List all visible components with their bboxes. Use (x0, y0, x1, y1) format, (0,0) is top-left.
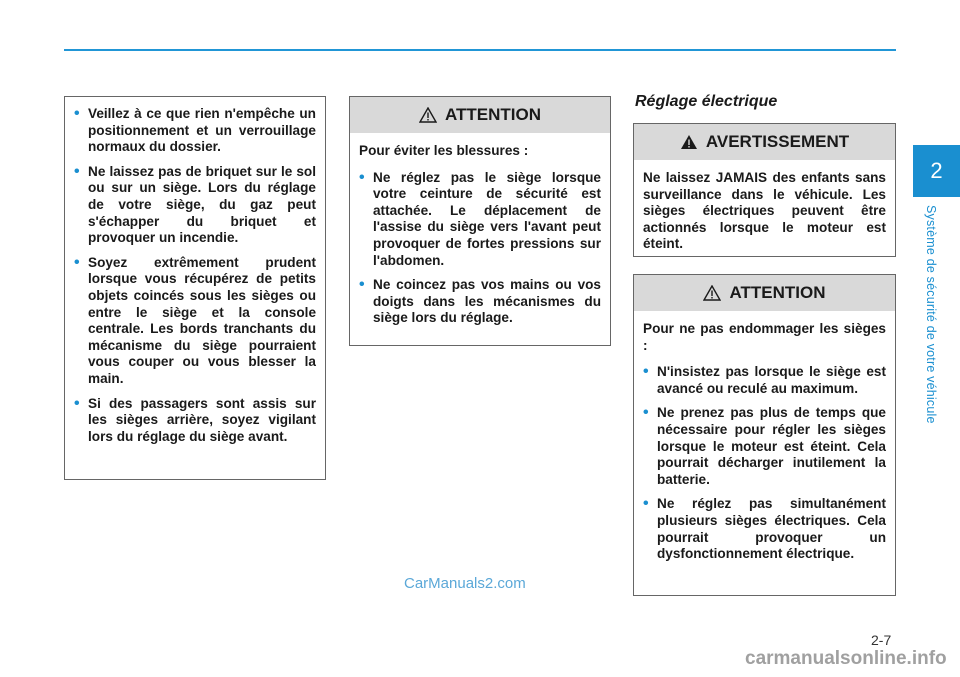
attention-header (350, 97, 610, 133)
attention-heading: ATTENTION (729, 283, 826, 302)
list-item: • Veillez à ce que rien n'empêche un positionnement et un verrouillage normaux du dossier. (74, 106, 316, 156)
footer-watermark: carmanualsonline.info (745, 648, 947, 669)
warning-triangle-icon (680, 134, 698, 150)
section-title: Réglage électrique (635, 93, 778, 110)
caution-list-box (64, 96, 326, 480)
warning-header (634, 124, 895, 160)
page-number: 2-7 (871, 632, 892, 648)
attention-intro: Pour éviter les blessures : (359, 143, 529, 158)
warning-triangle-icon (703, 285, 721, 301)
list-item: • Si des passagers sont assis sur les sièges arrière, soyez vigilant lors du réglage du siège avant. (74, 396, 316, 446)
list-item: • Ne coincez pas vos mains ou vos doigts dans les mécanismes du siège lors du réglage. (359, 277, 601, 327)
attention-list (643, 364, 886, 563)
list-item: • Ne prenez pas plus de temps que nécessaire pour régler les sièges lorsque le moteur est éteint. Cela pourrait décharger inutilement la batterie. (643, 405, 886, 488)
chapter-title: Système de sécurité de votre véhicule (924, 205, 938, 424)
attention-heading: ATTENTION (444, 105, 541, 124)
attention-intro: Pour ne pas endommager les sièges : (643, 321, 886, 353)
list-item: • N'insistez pas lorsque le siège est avancé ou reculé au maximum. (643, 364, 886, 397)
list-item: • Ne réglez pas le siège lorsque votre ceinture de sécurité est attachée. Le déplacement de l'assise du siège vers l'avant peut provoquer de fortes pressions sur l'abdomen. (359, 170, 601, 270)
warning-triangle-icon (419, 107, 437, 123)
warning-heading: AVERTISSEMENT (705, 132, 850, 151)
attention-header (634, 275, 895, 311)
warning-box (633, 123, 896, 257)
caution-list (74, 106, 316, 445)
list-item: • Ne réglez pas simultanément plusieurs sièges électriques. Cela pourrait provoquer un dysfonctionnement électrique. (643, 496, 886, 562)
list-item: • Soyez extrêmement prudent lorsque vous récupérez de petits objets coincés sous les sièges ou entre le siège et la console centrale. Les bords tranchants du mécanisme du siège pourraient vous couper ou vous blesser la main. (74, 255, 316, 388)
attention-box-seats (633, 274, 896, 596)
warning-text: Ne laissez JAMAIS des enfants sans surveillance dans le véhicule. Les sièges électriques peuvent être actionnés lorsque le moteur est éteint. (643, 170, 886, 252)
header-rule (64, 49, 896, 51)
chapter-number: 2 (930, 158, 943, 183)
attention-box-injury (349, 96, 611, 346)
watermark-link[interactable]: CarManuals2.com (404, 575, 526, 592)
attention-list (359, 170, 601, 327)
list-item: • Ne laissez pas de briquet sur le sol ou sur un siège. Lors du réglage de votre siège, du gaz peut s'échapper du briquet et provoquer un incendie. (74, 164, 316, 247)
chapter-tab (913, 145, 960, 197)
